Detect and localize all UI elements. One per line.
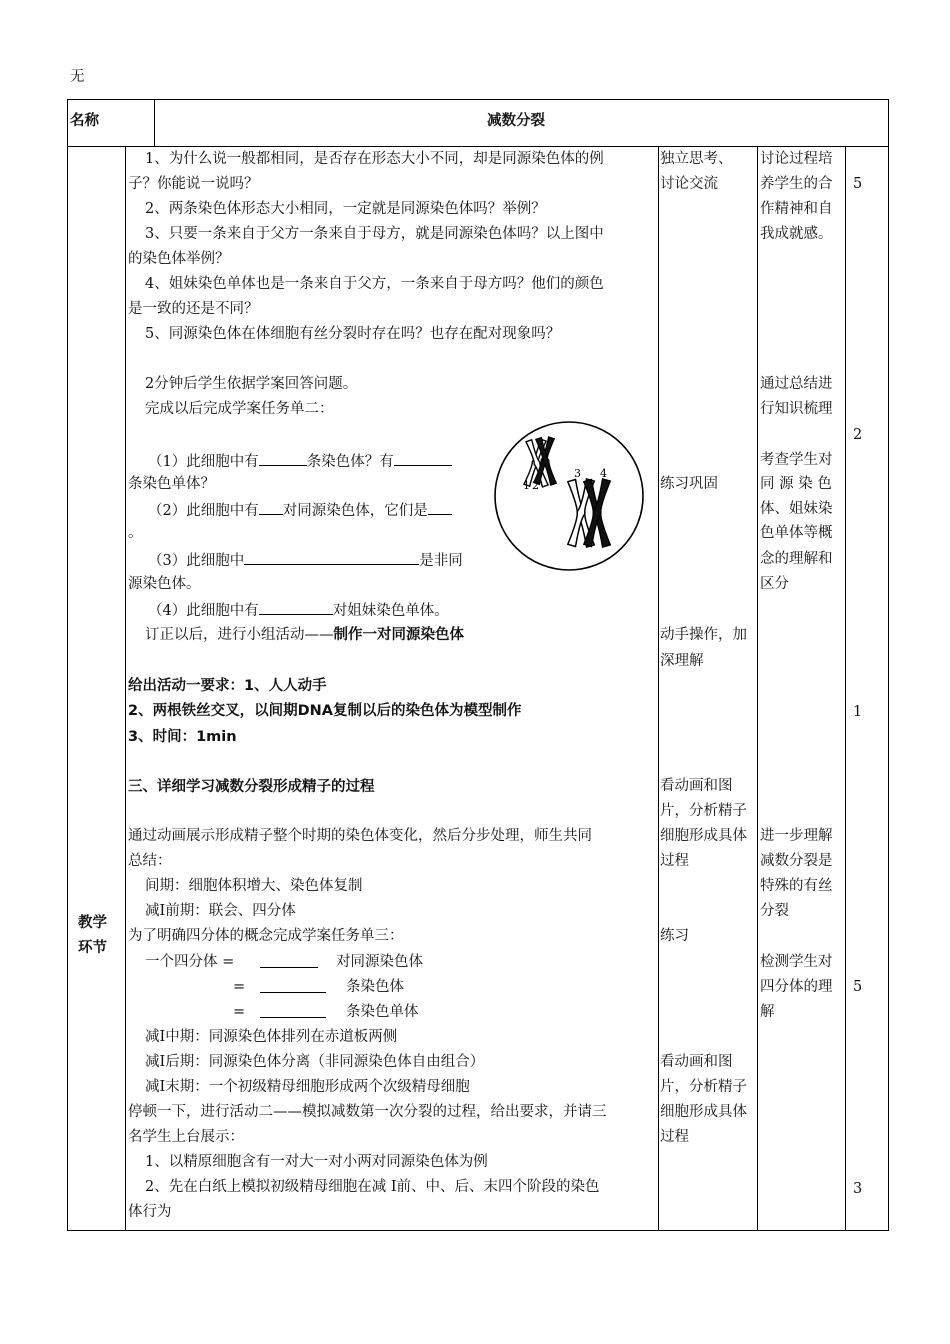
time-minutes: 5 (853, 176, 863, 192)
chromosome-label-4: 4 (600, 467, 607, 480)
activity-1-requirement-1: 给出活动一要求：1、人人动手 (128, 678, 327, 694)
metaphase-1-text: 减Ⅰ中期：同源染色体排列在赤道板两侧 (145, 1029, 398, 1045)
task-3-instruction: 为了明确四分体的概念完成学案任务单三： (128, 928, 404, 944)
question-2: 2、两条染色体形态大小相同，一定就是同源染色体吗？举例？ (145, 201, 546, 217)
anaphase-1-text: 减Ⅰ后期：同源染色体分离（非同源染色体自由组合） (145, 1054, 485, 1070)
student-activity: 过程 (660, 853, 689, 869)
student-activity: 过程 (660, 1129, 689, 1145)
chromosome-label-2: 2 (532, 479, 539, 492)
tetrad-eq-3: = (233, 1004, 246, 1020)
design-intent: 分裂 (760, 903, 789, 919)
design-intent: 区分 (760, 576, 789, 592)
student-activity: 练习巩固 (660, 476, 718, 492)
design-intent: 我成就感。 (760, 226, 833, 242)
activity-2-requirement-2-cont: 体行为 (128, 1204, 172, 1220)
answer-blank[interactable] (244, 550, 419, 565)
student-activity: 独立思考、 (660, 151, 733, 167)
cell-outline (495, 422, 643, 570)
animation-summary: 通过动画展示形成精子整个时期的染色体变化，然后分步处理，师生共同 (128, 828, 592, 844)
activity-1-requirement-2: 2、两根铁丝交叉，以间期DNA复制以后的染色体为模型制作 (128, 703, 522, 719)
activity-2-cont: 名学生上台展示： (128, 1129, 244, 1145)
design-intent: 解 (760, 1004, 775, 1020)
activity-2: 停顿一下，进行活动二——模拟减数第一次分裂的过程，给出要求，并请三 (128, 1104, 607, 1120)
answer-blank[interactable] (259, 600, 333, 615)
exercise-1-cont: 条染色单体？ (128, 476, 215, 492)
design-intent: 减数分裂是 (760, 853, 833, 869)
question-5: 5、同源染色体在体细胞有丝分裂时存在吗？也存在配对现象吗？ (145, 326, 561, 342)
student-activity: 片，分析精子 (660, 1079, 747, 1095)
activity-2-requirement-2: 2、先在白纸上模拟初级精母细胞在减 Ⅰ前、中、后、末四个阶段的染色 (145, 1179, 600, 1195)
section-label-line1: 教学 (78, 915, 107, 931)
question-3: 3、只要一条来自于父方一条来自于母方，就是同源染色体吗？以上图中 (145, 226, 604, 242)
prophase-1-text: 减Ⅰ前期：联会、四分体 (145, 903, 296, 919)
activity-1: 订正以后，进行小组活动——制作一对同源染色体 (145, 627, 464, 643)
question-1: 1、为什么说一般都相同，是否存在形态大小不同，却是同源染色体的例 (145, 151, 604, 167)
student-activity: 片，分析精子 (660, 803, 747, 819)
answer-blank[interactable] (394, 451, 452, 466)
design-intent: 检测学生对 (760, 954, 833, 970)
tetrad-blank-2[interactable] (260, 978, 326, 998)
activity-2-requirement-1: 1、以精原细胞含有一对大一对小两对同源染色体为例 (145, 1154, 488, 1170)
exercise-4: （4）此细胞中有 对姐妹染色单体。 (148, 600, 449, 620)
chromosome-label-1: 1 (523, 479, 530, 492)
tetrad-blank-1[interactable] (260, 953, 318, 973)
task-2-instruction: 完成以后完成学案任务单二： (145, 401, 334, 417)
student-activity: 深理解 (660, 653, 704, 669)
design-intent: 念的理解和 (760, 551, 833, 567)
answer-blank[interactable] (259, 451, 307, 466)
student-activity: 细胞形成具体 (660, 828, 747, 844)
answer-blank[interactable] (428, 500, 452, 515)
tetrad-line-1: 一个四分体 = (145, 954, 235, 970)
student-activity: 动手操作，加 (660, 627, 747, 643)
tetrad-unit-2: 条染色体 (346, 979, 404, 995)
exercise-2: （2）此细胞中有 对同源染色体，它们是 (148, 500, 452, 520)
design-intent: 进一步理解 (760, 828, 833, 844)
question-1-cont: 子？你能说一说吗？ (128, 176, 259, 192)
design-intent: 作精神和自 (760, 201, 833, 217)
design-intent: 通过总结进 (760, 376, 833, 392)
chromosome-label-3: 3 (574, 467, 581, 480)
page-title: 减数分裂 (487, 113, 545, 129)
student-activity: 细胞形成具体 (660, 1104, 747, 1120)
time-minutes: 2 (853, 427, 863, 443)
question-3-cont: 的染色体举例？ (128, 251, 230, 267)
design-intent: 体、姐妹染 (760, 501, 833, 517)
section-label-line2: 环节 (78, 940, 107, 956)
design-intent: 特殊的有丝 (760, 878, 833, 894)
design-intent: 考查学生对 (760, 452, 833, 468)
student-activity: 讨论交流 (660, 176, 718, 192)
time-minutes: 5 (853, 979, 863, 995)
top-label: 无 (70, 69, 85, 85)
time-minutes: 1 (853, 704, 863, 720)
question-4: 4、姐妹染色单体也是一条来自于父方，一条来自于母方吗？他们的颜色 (145, 276, 604, 292)
exercise-3-cont: 源染色体。 (128, 576, 201, 592)
question-4-cont: 是一致的还是不同？ (128, 301, 259, 317)
design-intent: 四分体的理 (760, 979, 833, 995)
design-intent: 行知识梳理 (760, 401, 833, 417)
answer-instruction: 2分钟后学生依据学案回答问题。 (145, 376, 358, 392)
answer-blank[interactable] (259, 500, 283, 515)
exercise-2-cont: 。 (128, 525, 143, 541)
activity-1-requirement-3: 3、时间：1min (128, 729, 237, 745)
section-3-heading: 三、详细学习减数分裂形成精子的过程 (128, 779, 375, 795)
exercise-1: （1）此细胞中有 条染色体？有 (148, 451, 452, 471)
tetrad-unit-1: 对同源染色体 (336, 954, 423, 970)
telophase-1-text: 减Ⅰ末期：一个初级精母细胞形成两个次级精母细胞 (145, 1079, 470, 1095)
design-intent: 同 源 染 色 (760, 476, 832, 492)
design-intent: 讨论过程培 (760, 151, 833, 167)
animation-summary-cont: 总结： (128, 853, 172, 869)
time-minutes: 3 (853, 1181, 863, 1197)
student-activity: 看动画和图 (660, 778, 733, 794)
tetrad-unit-3: 条染色单体 (346, 1004, 419, 1020)
student-activity: 看动画和图 (660, 1054, 733, 1070)
exercise-3: （3）此细胞中 是非同 (148, 550, 463, 570)
name-label: 名称 (70, 113, 99, 129)
interphase-text: 间期：细胞体积增大、染色体复制 (145, 878, 363, 894)
design-intent: 色单体等概 (760, 525, 833, 541)
tetrad-blank-3[interactable] (260, 1003, 326, 1023)
student-activity: 练习 (660, 928, 689, 944)
tetrad-eq-2: = (233, 979, 246, 995)
cell-chromosome-diagram (490, 417, 650, 577)
design-intent: 养学生的合 (760, 176, 833, 192)
